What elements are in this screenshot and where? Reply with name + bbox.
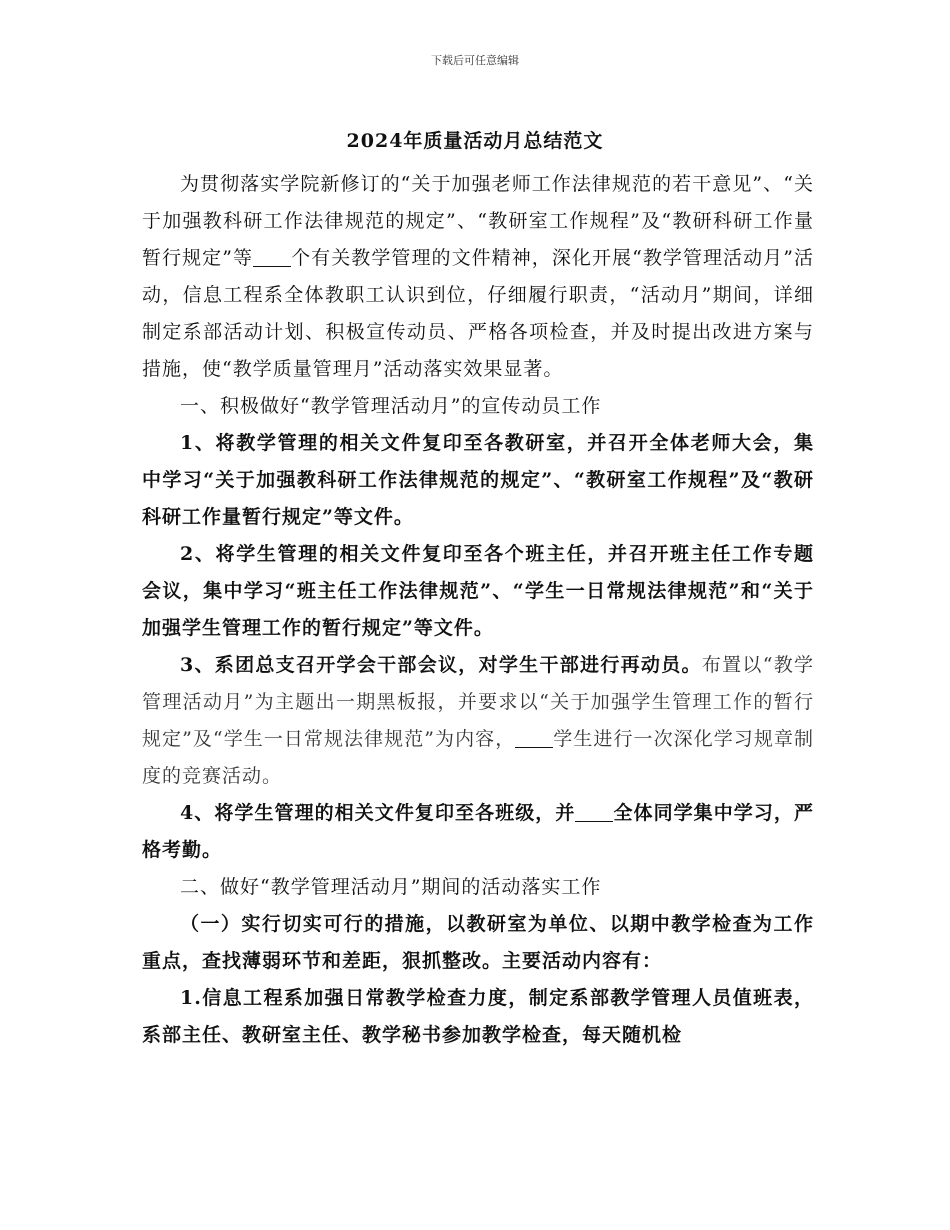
item-4-paragraph [142,795,814,869]
intro-text-a: 为贯彻落实学院新修订的“关于加强老师工作法律规范的若干意见”、“关于加强教科研工作法律规范的规定”、“教研室工作规程”及“教研科研工作量暂行规定”等 [142,173,814,269]
document-title: 2024年质量活动月总结范文 [346,130,604,152]
item-4-text-a: 4、将学生管理的相关文件复印至各班级，并 [180,802,576,824]
intro-paragraph [142,166,814,388]
item-1-paragraph: 1、将教学管理的相关文件复印至各教研室，并召开全体老师大会，集中学习“关于加强教科研工作法律规范的规定”、“教研室工作规程”及“教研科研工作量暂行规定”等文件。 [142,432,814,528]
intro-text-b: 个有关教学管理的文件精神，深化开展“教学管理活动月”活动，信息工程系全体教职工认识到位，仔细履行职责，“活动月”期间，详细制定系部活动计划、积极宣传动员、严格各项检查，并及时提出改进方案与措施，使“教学质量管理月”活动落实效果显著。 [142,247,814,380]
subsection-1-paragraph: （一）实行切实可行的措施，以教研室为单位、以期中教学检查为工作重点，查找薄弱环节和差距，狠抓整改。主要活动内容有： [142,913,814,972]
document-body [142,166,814,1054]
header-note: 下载后可任意编辑 [431,54,519,67]
item-2-paragraph: 2、将学生管理的相关文件复印至各个班主任，并召开班主任工作专题会议，集中学习“班主任工作法律规范”、“学生一日常规法律规范”和“关于加强学生管理工作的暂行规定”等文件。 [142,543,814,639]
section-heading-2: 二、做好“教学管理活动月”期间的活动落实工作 [180,876,602,898]
item-3-bold-text: 3、系团总支召开学会干部会议，对学生干部进行再动员。 [180,654,702,676]
item-3-text-b: 学生进行一次深化学习规章制度的竞赛活动。 [142,728,814,787]
fill-blank [253,247,291,267]
item-3-text-a: 布置以“教学管理活动月”为主题出一期黑板报，并要求以“关于加强学生管理工作的暂行规定”及“学生一日常规法律规范”为内容， [142,654,814,750]
section-heading-1: 一、积极做好“教学管理活动月”的宣传动员工作 [180,395,602,417]
item-3-paragraph [142,647,814,795]
fill-blank [515,728,553,748]
item-4-text-b: 全体同学集中学习，严格考勤。 [142,802,814,861]
fill-blank [575,802,613,822]
point-1-paragraph: 1.信息工程系加强日常教学检查力度，制定系部教学管理人员值班表，系部主任、教研室主任、教学秘书参加教学检查，每天随机检 [142,987,814,1046]
